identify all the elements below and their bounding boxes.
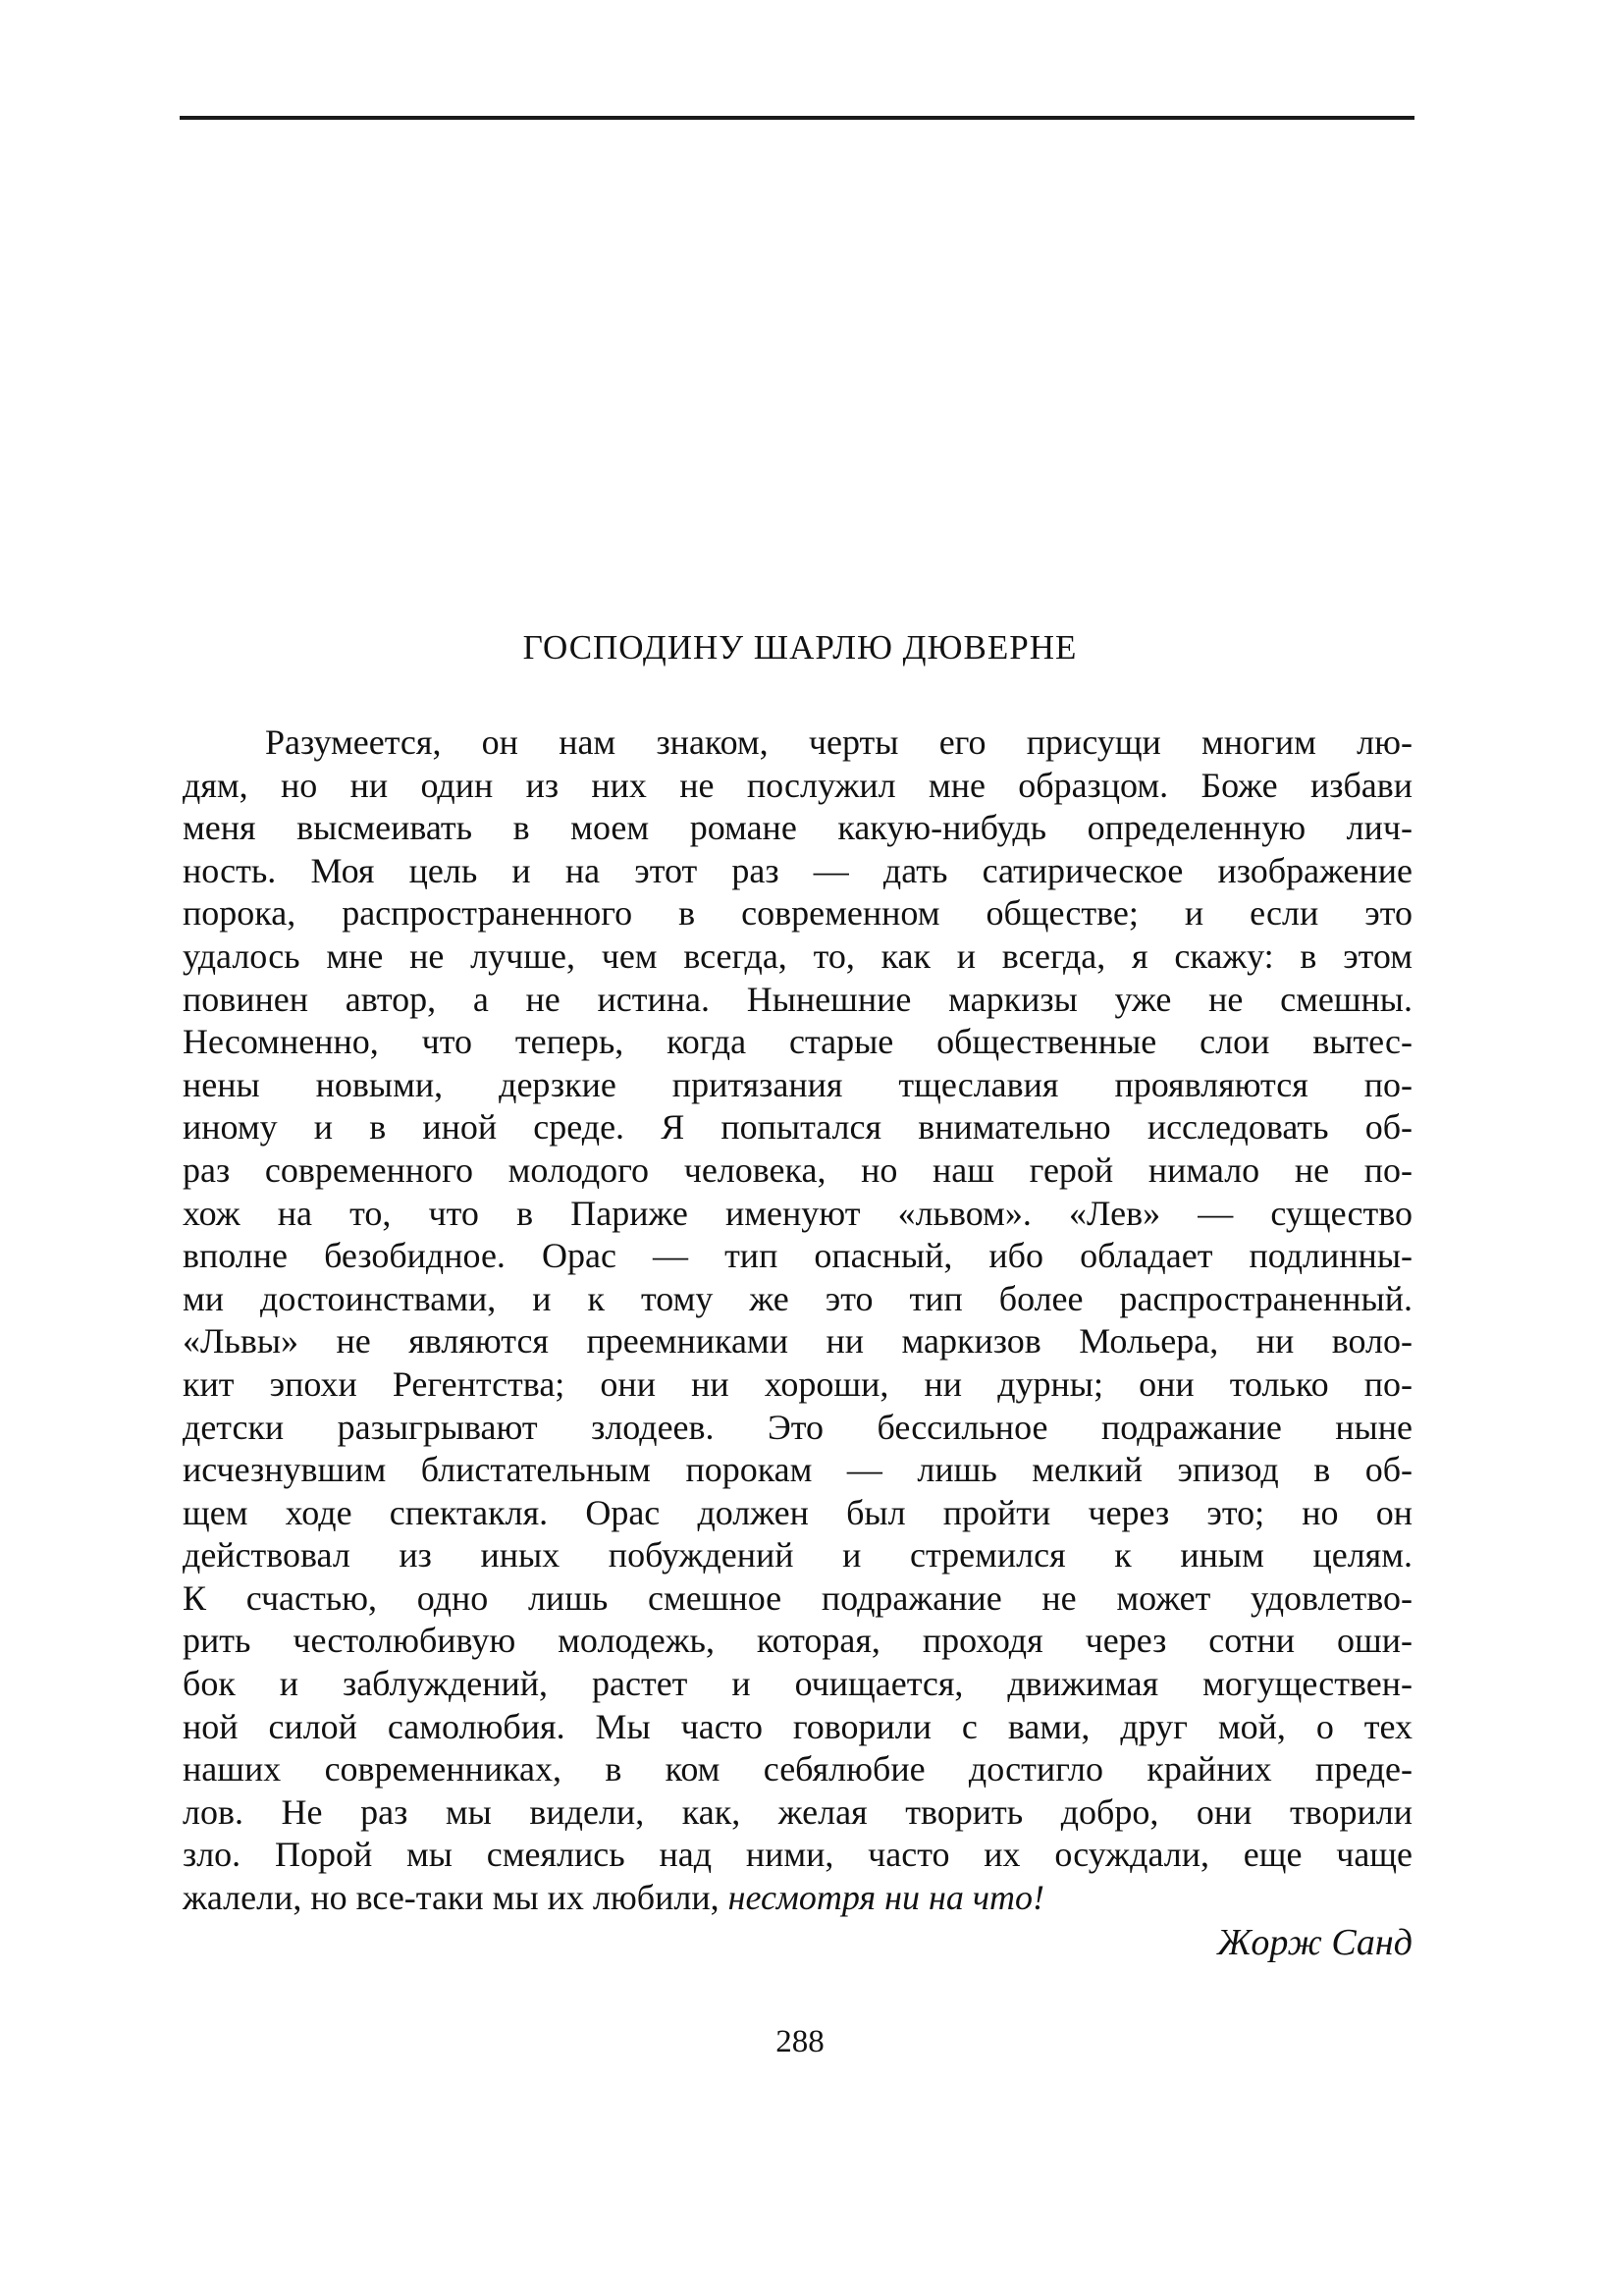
top-rule: [180, 116, 1414, 120]
text-line: «Львы» не являются преемниками ни маркизов Мольера, ни воло-: [183, 1321, 1413, 1362]
text-line: кит эпохи Регентства; они ни хороши, ни дурны; они только по-: [183, 1363, 1413, 1404]
text-line: бок и заблуждений, растет и очищается, движимая могуществен-: [183, 1664, 1413, 1704]
dedication-body: [183, 721, 1413, 1920]
text-line-last-plain: жалели, но все-таки мы их любили,: [183, 1878, 720, 1918]
text-line: нены новыми, дерзкие притязания тщеславия проявляются по-: [183, 1064, 1413, 1104]
text-line: раз современного молодого человека, но наш герой нимало не по-: [183, 1149, 1413, 1190]
text-line: дям, но ни один из них не послужил мне образцом. Боже избави: [183, 765, 1413, 805]
page-number: 288: [775, 2024, 825, 2059]
dedication-title: ГОСПОДИНУ ШАРЛЮ ДЮВЕРНЕ: [522, 628, 1078, 667]
text-line: действовал из иных побуждений и стремился к иным целям.: [183, 1535, 1413, 1575]
text-line: повинен автор, а не истина. Нынешние маркизы уже не смешны.: [183, 979, 1413, 1019]
text-line: лов. Не раз мы видели, как, желая творить добро, они творили: [183, 1791, 1413, 1832]
text-line: Разумеется, он нам знаком, черты его присущи многим лю-: [265, 722, 1413, 762]
text-line: зло. Порой мы смеялись над ними, часто их осуждали, еще чаще: [183, 1835, 1413, 1875]
text-line: хож на то, что в Париже именуют «львом». «Лев» — существо: [183, 1193, 1413, 1233]
text-line: К счастью, одно лишь смешное подражание не может удовлетво-: [183, 1577, 1413, 1618]
text-line: порока, распространенного в современном обществе; и если это: [183, 893, 1413, 934]
text-line: иному и в иной среде. Я попытался внимательно исследовать об-: [183, 1107, 1413, 1148]
text-line: вполне безобидное. Орас — тип опасный, ибо обладает подлинны-: [183, 1236, 1413, 1276]
text-line: наших современниках, в ком себялюбие достигло крайних преде-: [183, 1749, 1413, 1789]
text-line: ми достоинствами, и к тому же это тип более распространенный.: [183, 1278, 1413, 1318]
text-line: меня высмеивать в моем романе какую-нибудь определенную лич-: [183, 808, 1413, 848]
text-line: детски разыгрывают злодеев. Это бессильное подражание ныне: [183, 1407, 1413, 1447]
text-line: ность. Моя цель и на этот раз — дать сатирическое изображение: [183, 850, 1413, 890]
text-line: ной силой самолюбия. Мы часто говорили с вами, друг мой, о тех: [183, 1706, 1413, 1746]
italic-closing-phrase: несмотря ни на что!: [727, 1878, 1045, 1918]
text-line: Несомненно, что теперь, когда старые общественные слои вытес-: [183, 1022, 1413, 1062]
text-line-last: [183, 1877, 1413, 1920]
text-line: удалось мне не лучше, чем всегда, то, как и всегда, я скажу: в этом: [183, 935, 1413, 976]
author-signature: Жорж Санд: [1217, 1922, 1413, 1963]
text-line: рить честолюбивую молодежь, которая, проходя через сотни оши-: [183, 1621, 1413, 1661]
text-line: исчезнувшим блистательным порокам — лишь мелкий эпизод в об-: [183, 1450, 1413, 1490]
text-line: щем ходе спектакля. Орас должен был пройти через это; но он: [183, 1492, 1413, 1532]
